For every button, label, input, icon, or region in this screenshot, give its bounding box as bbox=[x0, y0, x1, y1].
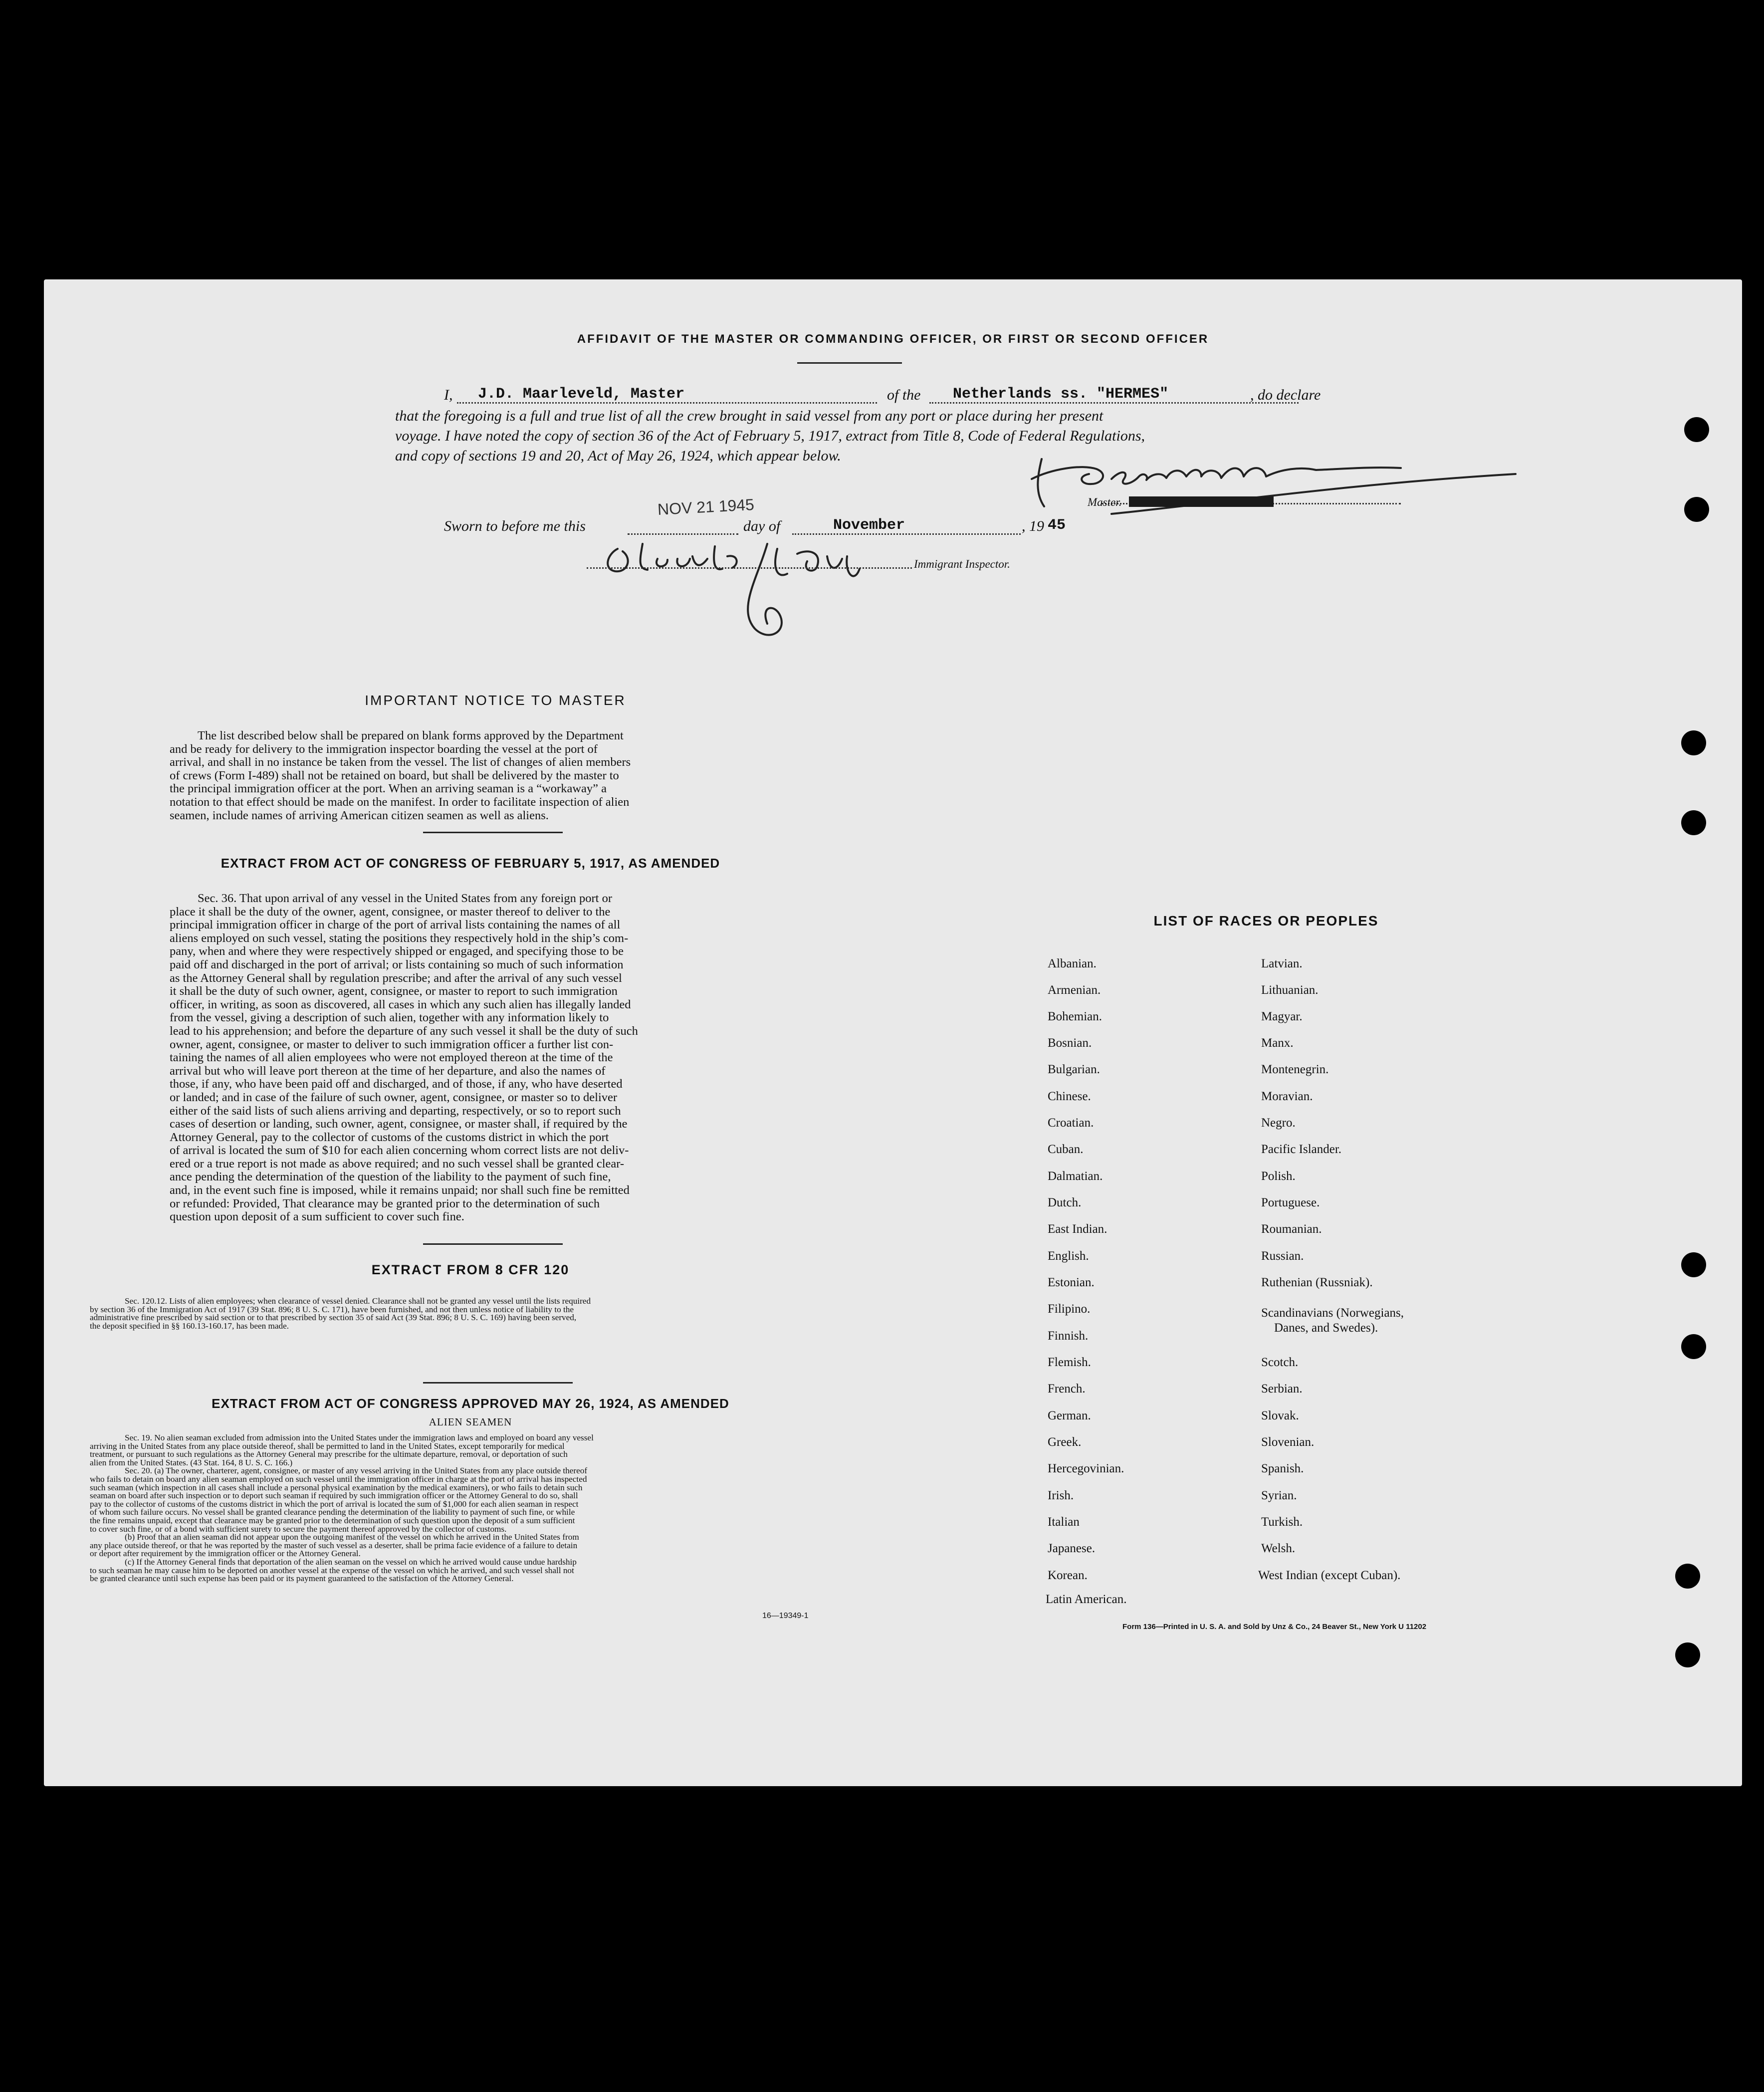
extract-1924-line: (c) If the Attorney General finds that deportation of the alien seaman on the vessel on which he arrived would cause undue hardship bbox=[125, 1557, 577, 1567]
month-value: November bbox=[833, 517, 905, 534]
race-item: Hercegovinian. bbox=[1048, 1462, 1124, 1475]
race-item: Flemish. bbox=[1048, 1356, 1091, 1369]
notice-heading: IMPORTANT NOTICE TO MASTER bbox=[365, 693, 626, 708]
race-item: Croatian. bbox=[1048, 1116, 1094, 1130]
year-value: 45 bbox=[1048, 517, 1066, 534]
extract-1924-subheading: ALIEN SEAMEN bbox=[429, 1416, 512, 1428]
extract-1924-line: to such seaman he may cause him to be deported on another vessel at the expense of the vessel on which he arrived, and such vessel shall not bbox=[90, 1565, 574, 1575]
extract-1924-line: Sec. 20. (a) The owner, charterer, agent, consignee, or master of any vessel arriving in the United States from any place outside thereof bbox=[125, 1466, 588, 1476]
printer-credit: Form 136—Printed in U. S. A. and Sold by Unz & Co., 24 Beaver St., New York U 11202 bbox=[1122, 1623, 1427, 1631]
race-item: German. bbox=[1048, 1409, 1091, 1422]
extract-1924-line: seaman on board after such inspection or to deport such seaman if required by such immigration officer or the Attorney General to do so, shall bbox=[90, 1491, 578, 1501]
vessel-value: Netherlands ss. "HERMES" bbox=[953, 386, 1169, 403]
extract-1917-line: those, if any, who have been paid off and discharged, and of those, if any, who have deserted bbox=[170, 1077, 623, 1091]
extract-1924-line: alien from the United States. (43 Stat. 164, 8 U. S. C. 166.) bbox=[90, 1457, 293, 1467]
inspector-label: Immigrant Inspector. bbox=[914, 558, 1010, 570]
extract-1924-line: pay to the collector of customs of the customs district in which the port of arrival is located the sum of $1,000 for each alien seaman in respect bbox=[90, 1499, 579, 1509]
section-rule bbox=[423, 1243, 563, 1245]
race-item: Moravian. bbox=[1261, 1090, 1313, 1103]
notice-line: of crews (Form I-489) shall not be retained on board, but shall be delivered by the master to bbox=[170, 768, 619, 782]
race-item: Turkish. bbox=[1261, 1515, 1303, 1529]
extract-1917-line: or landed; and in case of the failure of such owner, agent, consignee, or master so to deliver bbox=[170, 1090, 618, 1104]
extract-1924-line: of whom such failure occurs. No vessel shall be granted clearance pending the determination of the liability to payment of such fine, or while bbox=[90, 1507, 575, 1517]
inspector-signature bbox=[588, 529, 907, 649]
affidavit-title: AFFIDAVIT OF THE MASTER OR COMMANDING OFFICER, OR FIRST OR SECOND OFFICER bbox=[577, 332, 1209, 346]
race-item: Polish. bbox=[1261, 1169, 1296, 1183]
races-heading: LIST OF RACES OR PEOPLES bbox=[1153, 913, 1379, 929]
form-number: 16—19349-1 bbox=[762, 1612, 809, 1620]
extract-1924-line: the fine remains unpaid, except that clearance may be granted prior to the determination of such question upon the deposit of a sum sufficient bbox=[90, 1515, 575, 1525]
race-item: Ruthenian (Russniak). bbox=[1261, 1276, 1373, 1289]
extract-1924-body bbox=[90, 1434, 859, 1583]
race-item: Lithuanian. bbox=[1261, 983, 1319, 997]
punch-hole bbox=[1681, 810, 1706, 835]
notice-line: The list described below shall be prepared on blank forms approved by the Department bbox=[198, 729, 624, 742]
race-item: Danes, and Swedes). bbox=[1274, 1321, 1378, 1335]
statement-line-3: and copy of sections 19 and 20, Act of May 26, 1924, which appear below. bbox=[395, 448, 841, 464]
race-item: Welsh. bbox=[1261, 1542, 1296, 1555]
extract-1917-line: taining the names of all alien employees who were not employed thereon at the time of the bbox=[170, 1051, 613, 1065]
statement-line-1: that the foregoing is a full and true list of all the crew brought in said vessel from any port or place during her present bbox=[395, 408, 1103, 424]
race-item: Latvian. bbox=[1261, 957, 1303, 970]
race-item: Italian bbox=[1048, 1515, 1080, 1529]
race-item: Negro. bbox=[1261, 1116, 1296, 1130]
year-prefix: , 19 bbox=[1022, 518, 1044, 534]
race-item: Scotch. bbox=[1261, 1356, 1299, 1369]
extract-1917-line: Sec. 36. That upon arrival of any vessel in the United States from any foreign port or bbox=[198, 892, 612, 905]
race-item: Magyar. bbox=[1261, 1010, 1303, 1023]
extract-1917-line: of arrival is located the sum of $10 for each alien concerning whom correct lists are not deliv- bbox=[170, 1144, 629, 1158]
race-item: Serbian. bbox=[1261, 1382, 1303, 1395]
race-item: English. bbox=[1048, 1249, 1089, 1263]
race-item: Japanese. bbox=[1048, 1542, 1096, 1555]
extract-1917-line: as the Attorney General shall by regulation prescribe; and after the arrival of any such vessel bbox=[170, 971, 622, 985]
title-rule bbox=[797, 362, 902, 364]
extract-1917-line: paid off and discharged in the port of arrival; or lists containing so much of such information bbox=[170, 957, 624, 971]
race-item: French. bbox=[1048, 1382, 1086, 1395]
extract-1917-line: principal immigration officer in charge of the port of arrival lists containing the names of all bbox=[170, 918, 621, 932]
race-item: Manx. bbox=[1261, 1036, 1294, 1050]
punch-hole bbox=[1684, 417, 1709, 442]
extract-1917-line: aliens employed on such vessel, stating the positions they respectively hold in the ship’s com- bbox=[170, 931, 629, 945]
extract-1924-line: be granted clearance until such expense has been paid or its payment guaranteed to the satisfaction of the Attorney General. bbox=[90, 1574, 514, 1584]
race-item: Russian. bbox=[1261, 1249, 1304, 1263]
race-item: Estonian. bbox=[1048, 1276, 1095, 1289]
extract-cfr-line: the deposit specified in §§ 160.13-160.17, has been made. bbox=[90, 1321, 289, 1331]
extract-1917-body bbox=[170, 892, 782, 1224]
race-item: Latin American. bbox=[1046, 1593, 1127, 1606]
extract-1917-line: cases of desertion or landing, such owner, agent, consignee, or master shall, if required by the bbox=[170, 1117, 628, 1131]
extract-1917-heading: EXTRACT FROM ACT OF CONGRESS OF FEBRUARY 5, 1917, AS AMENDED bbox=[220, 856, 720, 871]
extract-1924-line: such seaman (which inspection in all cases shall include a personal physical examination by the medical examiners), or who fails to detain such bbox=[90, 1482, 583, 1492]
extract-1924-line: any place outside thereof, or that he was reported by the master of such vessel as a deserter, shall be prima facie evidence of a failure to detain bbox=[90, 1540, 578, 1550]
race-item: Bulgarian. bbox=[1048, 1063, 1100, 1076]
extract-1917-line: from the vessel, giving a description of such alien, together with any information likely to bbox=[170, 1011, 609, 1025]
race-item: East Indian. bbox=[1048, 1222, 1107, 1236]
form-page bbox=[44, 279, 1742, 1786]
extract-1924-line: treatment, or pursuant to such regulations as the Attorney General may prescribe for the ultimate departure, removal, or deportation of such bbox=[90, 1449, 568, 1459]
punch-hole bbox=[1675, 1642, 1700, 1667]
race-item: Montenegrin. bbox=[1261, 1063, 1329, 1076]
race-item: Chinese. bbox=[1048, 1090, 1091, 1103]
section-rule bbox=[423, 1382, 573, 1384]
extract-1917-line: either of the said lists of such aliens arriving and departing, respectively, or so to report such bbox=[170, 1104, 621, 1118]
inspector-signature-line bbox=[587, 567, 912, 569]
punch-hole bbox=[1681, 1334, 1706, 1359]
race-item: Armenian. bbox=[1048, 983, 1101, 997]
punch-hole bbox=[1681, 730, 1706, 755]
extract-1917-line: owner, agent, consignee, or master to deliver to such immigration officer a further list con- bbox=[170, 1037, 614, 1051]
race-item: Slovenian. bbox=[1261, 1435, 1315, 1449]
extract-cfr-line: Sec. 120.12. Lists of alien employees; when clearance of vessel denied. Clearance shall not be granted any vessel until the lists required bbox=[125, 1296, 591, 1306]
punch-hole bbox=[1675, 1564, 1700, 1589]
extract-1924-line: (b) Proof that an alien seaman did not appear upon the outgoing manifest of the vessel on which he arrived in the United States from bbox=[125, 1532, 579, 1542]
extract-1917-line: and, in the event such fine is imposed, while it remains unpaid; nor shall such fine be remitted bbox=[170, 1183, 630, 1197]
race-item: Finnish. bbox=[1048, 1329, 1089, 1343]
extract-1917-line: place it shall be the duty of the owner, agent, consignee, or master thereof to deliver to the bbox=[170, 905, 611, 919]
extract-1924-line: arriving in the United States from any place outside thereof, shall be permitted to land in the United States, except temporarily for medical bbox=[90, 1441, 565, 1451]
punch-hole bbox=[1681, 1252, 1706, 1277]
race-item: Filipino. bbox=[1048, 1302, 1091, 1316]
race-item: Slovak. bbox=[1261, 1409, 1299, 1422]
section-rule bbox=[423, 832, 563, 833]
extract-cfr-heading: EXTRACT FROM 8 CFR 120 bbox=[371, 1262, 570, 1277]
race-item: Dalmatian. bbox=[1048, 1169, 1103, 1183]
race-item: Korean. bbox=[1048, 1569, 1088, 1582]
extract-1924-line: to cover such fine, or of a bond with sufficient surety to secure the payment thereof approved by the collector of customs. bbox=[90, 1524, 507, 1534]
extract-1917-line: ered or a true report is not made as above required; and no such vessel shall be granted clear- bbox=[170, 1157, 625, 1170]
race-item: Bohemian. bbox=[1048, 1010, 1102, 1023]
race-item: Dutch. bbox=[1048, 1196, 1082, 1209]
extract-1924-line: Sec. 19. No alien seaman excluded from admission into the United States under the immigration laws and employed on board any vessel bbox=[125, 1433, 594, 1442]
notice-line: notation to that effect should be made on the manifest. In order to facilitate inspection of alien bbox=[170, 795, 630, 809]
extract-cfr-body bbox=[90, 1297, 859, 1330]
extract-1917-line: officer, in writing, as soon as discovered, all cases in which any such alien has illegally landed bbox=[170, 997, 631, 1011]
extract-1917-line: arrival but who will leave port thereon at the time of her departure, and also the names of bbox=[170, 1064, 606, 1078]
extract-cfr-line: administrative fine prescribed by said section or to that prescribed by section 35 of said Act (39 Stat. 896; 8 U. S. C. 169) having been served, bbox=[90, 1313, 577, 1323]
master-label: Master. bbox=[1088, 496, 1122, 508]
extract-1924-line: who fails to detain on board any alien seaman employed on such vessel until the immigration officer in charge at the port of arrival has inspected bbox=[90, 1474, 587, 1484]
extract-1917-line: ance pending the determination of the question of the liability to the payment of such fine, bbox=[170, 1170, 611, 1184]
notice-line: and be ready for delivery to the immigration inspector boarding the vessel at the port of bbox=[170, 742, 598, 756]
race-item: Greek. bbox=[1048, 1435, 1082, 1449]
punch-hole bbox=[1684, 497, 1709, 522]
redaction-bar bbox=[1129, 496, 1274, 507]
of-the-label: of the bbox=[887, 387, 921, 403]
extract-cfr-line: by section 36 of the Immigration Act of 1917 (39 Stat. 896; 8 U. S. C. 171), have been furnished, and not then unless notice of liability to the bbox=[90, 1304, 574, 1314]
extract-1917-line: it shall be the duty of such owner, agent, consignee, or master to report to such immigration bbox=[170, 984, 618, 998]
race-item: Spanish. bbox=[1261, 1462, 1304, 1475]
race-item: Scandinavians (Norwegians, bbox=[1261, 1306, 1404, 1320]
extract-1924-heading: EXTRACT FROM ACT OF CONGRESS APPROVED MAY 26, 1924, AS AMENDED bbox=[212, 1396, 729, 1411]
notice-body bbox=[170, 729, 782, 822]
extract-1917-line: or refunded: Provided, That clearance may be granted prior to the determination of such bbox=[170, 1196, 600, 1210]
do-declare-label: , do declare bbox=[1250, 387, 1321, 403]
extract-1917-line: question upon deposit of a sum sufficient to cover such fine. bbox=[170, 1210, 464, 1224]
notice-line: the principal immigration officer at the port. When an arriving seaman is a “workaway” a bbox=[170, 782, 607, 796]
sworn-label: Sworn to before me this bbox=[444, 518, 586, 534]
race-item: Cuban. bbox=[1048, 1143, 1084, 1156]
race-item: Irish. bbox=[1048, 1489, 1074, 1502]
race-item: Syrian. bbox=[1261, 1489, 1297, 1502]
race-item: Bosnian. bbox=[1048, 1036, 1092, 1050]
statement-line-2: voyage. I have noted the copy of section 36 of the Act of February 5, 1917, extract from Title 8, Code of Federal Regulations, bbox=[395, 428, 1145, 444]
i-label: I, bbox=[444, 387, 453, 403]
race-item: West Indian (except Cuban). bbox=[1258, 1569, 1401, 1582]
extract-1917-line: lead to his apprehension; and before the departure of any such vessel it shall be the duty of such bbox=[170, 1024, 638, 1038]
race-item: Portuguese. bbox=[1261, 1196, 1320, 1209]
date-stamp: NOV 21 1945 bbox=[657, 495, 755, 519]
extract-1917-line: Attorney General, pay to the collector of customs of the customs district in which the port bbox=[170, 1130, 609, 1144]
notice-line: seamen, include names of arriving American citizen seamen as well as aliens. bbox=[170, 808, 549, 822]
extract-1917-line: pany, when and where they were respectively shipped or engaged, and specifying those to be bbox=[170, 944, 624, 958]
notice-line: arrival, and shall in no instance be taken from the vessel. The list of changes of alien members bbox=[170, 755, 631, 769]
race-item: Albanian. bbox=[1048, 957, 1097, 970]
extract-1924-line: or deport after requirement by the immigration officer or the Attorney General. bbox=[90, 1549, 361, 1559]
race-item: Roumanian. bbox=[1261, 1222, 1322, 1236]
master-name-value: J.D. Maarleveld, Master bbox=[478, 386, 685, 403]
race-item: Pacific Islander. bbox=[1261, 1143, 1342, 1156]
day-of-label: day of bbox=[743, 518, 781, 534]
